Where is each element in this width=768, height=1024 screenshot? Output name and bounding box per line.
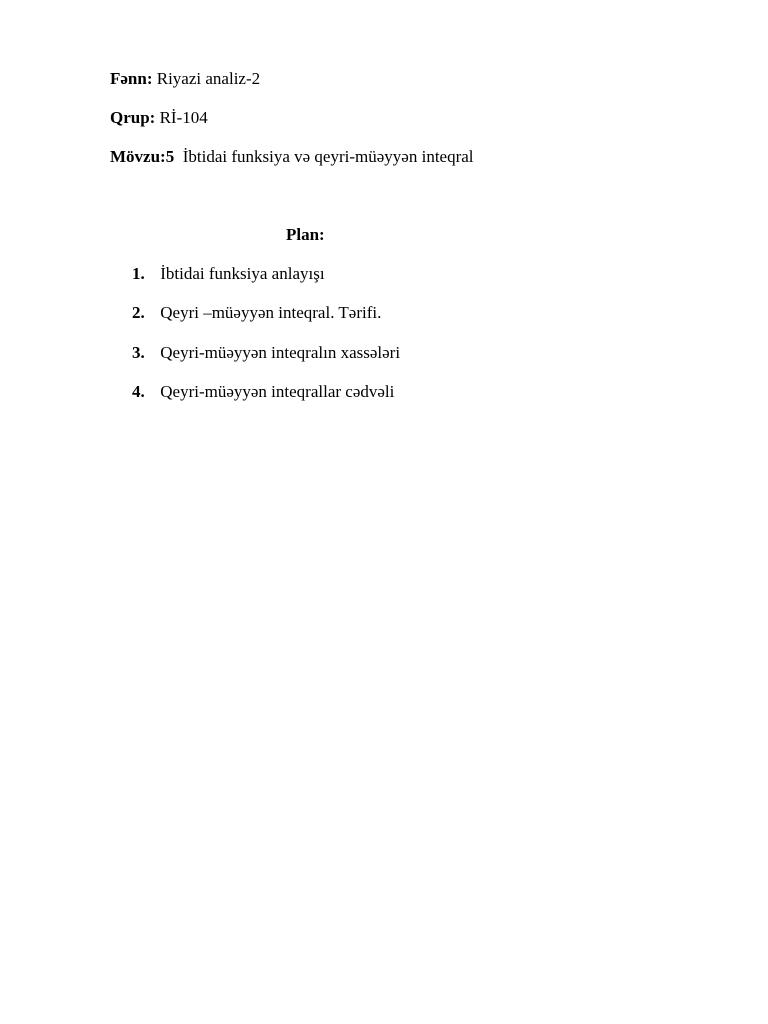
subject-label: Fənn: [110,69,153,88]
plan-item-text: İbtidai funksiya anlayışı [160,264,325,283]
group-value: Rİ-104 [159,108,208,127]
plan-item-text: Qeyri –müəyyən inteqral. Tərifi. [160,303,382,323]
plan-list [132,264,400,421]
group-label: Qrup: [110,108,156,127]
topic-value: İbtidai funksiya və qeyri-müəyyən inteqral [182,147,474,166]
plan-item [132,382,400,421]
plan-title: Plan: [286,225,325,244]
plan-item [132,264,400,303]
plan-item-text: Qeyri-müəyyən inteqralın xassələri [160,342,401,362]
plan-item [132,343,400,382]
plan-item-number: 2. [132,303,145,323]
plan-item-number: 1. [132,264,145,283]
plan-item-number: 4. [132,381,145,401]
subject-value: Riyazi analiz-2 [156,69,261,88]
subject-line [110,69,260,89]
topic-label: Mövzu:5 [110,147,175,166]
plan-item-number: 3. [132,342,145,362]
plan-item-text: Qeyri-müəyyən inteqrallar cədvəli [160,381,395,401]
topic-line [110,147,474,167]
plan-item [132,303,400,342]
group-line [110,108,208,128]
